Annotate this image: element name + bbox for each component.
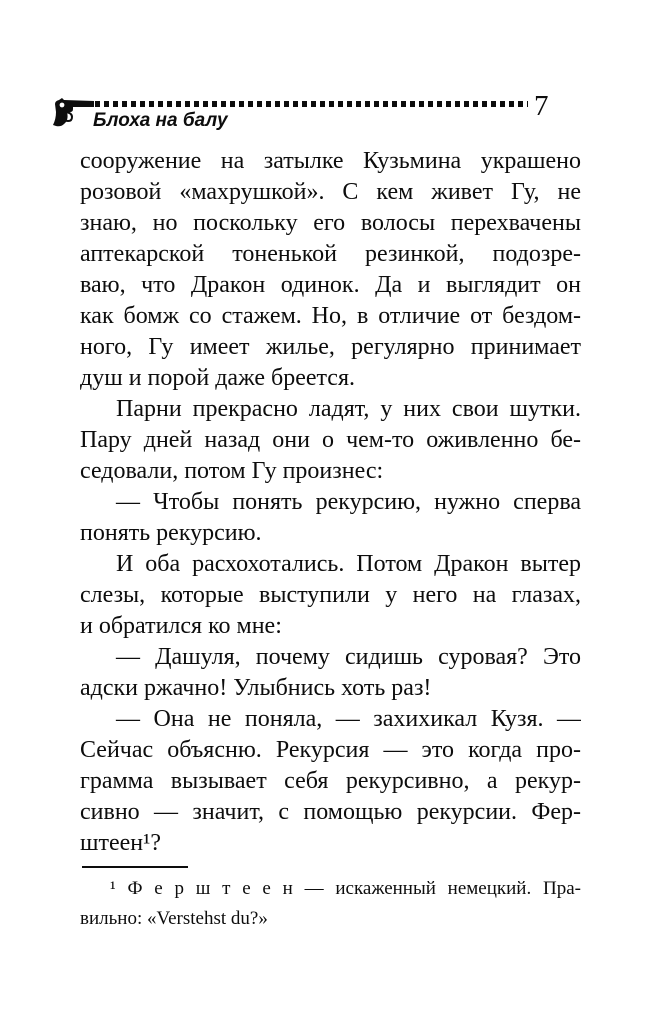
text-line: седовали, потом Гу произнес: [80,458,384,484]
text-line: сооружение на затылке Кузьмина украшено [80,148,581,174]
paragraph [80,642,581,704]
text-line: Сейчас объясню. Рекурсия — это когда про- [80,737,581,763]
paragraph [80,394,581,487]
text-line: — Чтобы понять рекурсию, нужно сперва [116,489,581,515]
text-line: и обратился ко мне: [80,613,282,639]
footnote-divider [82,866,188,868]
text-line: аптекарской тоненькой резинкой, подозре- [80,241,581,267]
text-line: штеен¹? [80,830,161,856]
text-line: сивно — значит, с помощью рекурсии. Фер- [80,799,581,825]
running-title: Блоха на балу [93,110,228,131]
paragraph [80,146,581,394]
page-number: 7 [534,90,549,122]
text-line: как бомж со стажем. Но, в отличие от бездом- [80,303,581,329]
text-line: — Дашуля, почему сидишь суровая? Это [116,644,581,670]
text-line: ваю, что Дракон одинок. Да и выглядит он [80,272,581,298]
paragraph [80,704,581,859]
paragraph [80,549,581,642]
text-line: Парни прекрасно ладят, у них свои шутки. [116,396,581,422]
text-line: розовой «махрушкой». С кем живет Гу, не [80,179,581,205]
revolver-icon [52,98,96,128]
text-line: понять рекурсию. [80,520,262,546]
text-line: — Она не поняла, — захихикал Кузя. — [116,706,581,732]
text-line: адски ржачно! Улыбнись хоть раз! [80,675,432,701]
text-line: ного, Гу имеет жилье, регулярно принимает [80,334,581,360]
text-line: душ и порой даже бреется. [80,365,355,391]
body-text [80,146,581,859]
text-line: знаю, но поскольку его волосы перехвачены [80,210,581,236]
dotted-rule [95,101,528,107]
text-line: И оба расхохотались. Потом Дракон вытер [116,551,581,577]
footnote-line: вильно: «Verstehst du?» [80,908,268,929]
text-line: слезы, которые выступили у него на глазах, [80,582,581,608]
text-line: грамма вызывает себя рекурсивно, а рекур- [80,768,581,794]
text-line: Пару дней назад они о чем-то оживленно бе- [80,427,581,453]
paragraph [80,487,581,549]
footnote-line: ¹ Ф е р ш т е е н — искаженный немецкий. Пра- [110,878,581,899]
footnote-text [80,874,581,934]
